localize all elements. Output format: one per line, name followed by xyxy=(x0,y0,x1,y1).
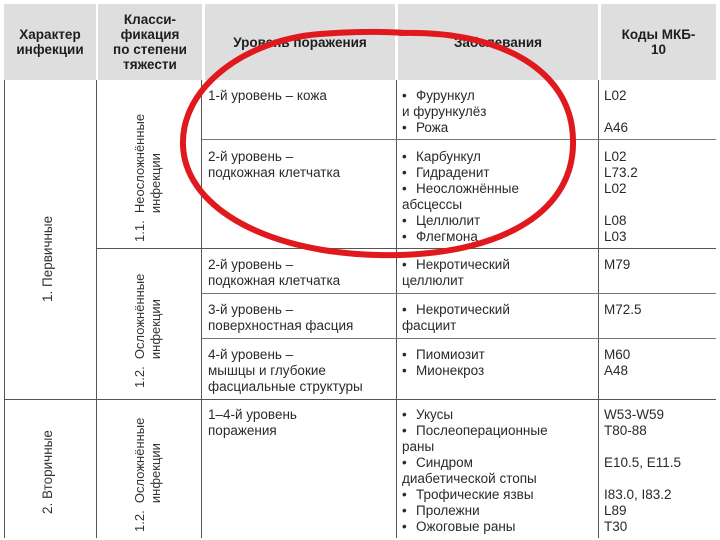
row3-code: M79 xyxy=(604,257,631,272)
row6-code: T30 xyxy=(604,519,628,534)
row2-disease: • Целлюлит xyxy=(402,213,481,228)
row1-level: 1-й уровень – кожа xyxy=(208,88,327,103)
row5-level: 4-й уровень – мышцы и глубокие фасциальные структуры xyxy=(208,347,363,394)
row6-code: L89 xyxy=(604,503,627,518)
row6-code: T80-88 xyxy=(604,423,647,438)
row3-disease: • Некротический целлюлит xyxy=(402,257,510,288)
row5-code: M60 xyxy=(604,347,631,362)
row6-disease: • Синдром диабетической стопы xyxy=(402,455,537,486)
row2-disease: • Неосложнённые абсцессы xyxy=(402,181,520,212)
classification-table xyxy=(4,2,716,538)
row2-code: L02 xyxy=(604,181,627,196)
header-diseases: Заболевания xyxy=(398,4,598,80)
row4-level: 3-й уровень – поверхностная фасция xyxy=(208,302,354,333)
row6-disease: • Укусы xyxy=(402,407,454,422)
row6-code: E10.5, E11.5 xyxy=(604,455,682,470)
row6-code: W53-W59 xyxy=(604,407,665,422)
row6-code: I83.0, I83.2 xyxy=(604,487,672,502)
subgroup1-bottom-rule xyxy=(96,248,716,249)
row4-disease: • Некротический фасциит xyxy=(402,302,510,333)
table-left-border xyxy=(4,80,5,538)
header-infection-type: Характер инфекции xyxy=(4,4,96,80)
row1-code: A46 xyxy=(604,120,629,135)
row6-disease: • Пролежни xyxy=(402,503,480,518)
row6-disease: • Трофические язвы xyxy=(402,487,534,502)
row2-disease: • Карбункул xyxy=(402,149,481,164)
row1-code: L02 xyxy=(604,88,627,103)
row2-code: L02 xyxy=(604,149,627,164)
primary-group-bottom-rule xyxy=(4,399,716,400)
row2-disease: • Флегмона xyxy=(402,229,478,244)
group-label-secondary: 2. Вторичные xyxy=(40,430,55,514)
col1-right-border xyxy=(96,80,97,538)
header-icd10-codes: Коды МКБ- 10 xyxy=(601,4,716,80)
row5-disease: • Мионекроз xyxy=(402,363,485,378)
row6-disease: • Послеоперационные раны xyxy=(402,423,548,454)
subgroup-label-complicated-primary: 1.2. Осложнённые инфекции xyxy=(132,273,163,388)
row2-code: L03 xyxy=(604,229,627,244)
header-severity-classification: Класси- фикация по степени тяжести xyxy=(98,4,202,80)
header-lesion-level: Уровень поражения xyxy=(205,4,395,80)
row5-disease: • Пиомиозит xyxy=(402,347,485,362)
row3-level: 2-й уровень – подкожная клетчатка xyxy=(208,257,341,288)
row1-disease: • Рожа xyxy=(402,120,449,135)
row2-disease: • Гидраденит xyxy=(402,165,490,180)
row2-code: L08 xyxy=(604,213,627,228)
row5-code: A48 xyxy=(604,363,629,378)
row3-bottom-rule xyxy=(201,293,716,294)
row4-code: M72.5 xyxy=(604,302,642,317)
row2-code: L73.2 xyxy=(604,165,638,180)
group-label-primary: 1. Первичные xyxy=(40,215,55,302)
col3-right-border xyxy=(396,80,397,538)
row6-disease: • Ожоговые раны xyxy=(402,519,516,534)
col2-right-border xyxy=(201,80,202,538)
row6-level: 1–4-й уровень поражения xyxy=(208,407,297,438)
subgroup-label-complicated-secondary: 1.2. Осложнённые инфекции xyxy=(132,417,163,532)
row1-bottom-rule xyxy=(201,139,716,140)
row4-bottom-rule xyxy=(201,338,716,339)
col4-right-border xyxy=(598,80,599,538)
row1-disease: • Фурункул и фурункулёз xyxy=(402,88,487,119)
row2-level: 2-й уровень – подкожная клетчатка xyxy=(208,149,341,180)
subgroup-label-uncomplicated: 1.1. Неосложнённые инфекции xyxy=(132,113,163,242)
